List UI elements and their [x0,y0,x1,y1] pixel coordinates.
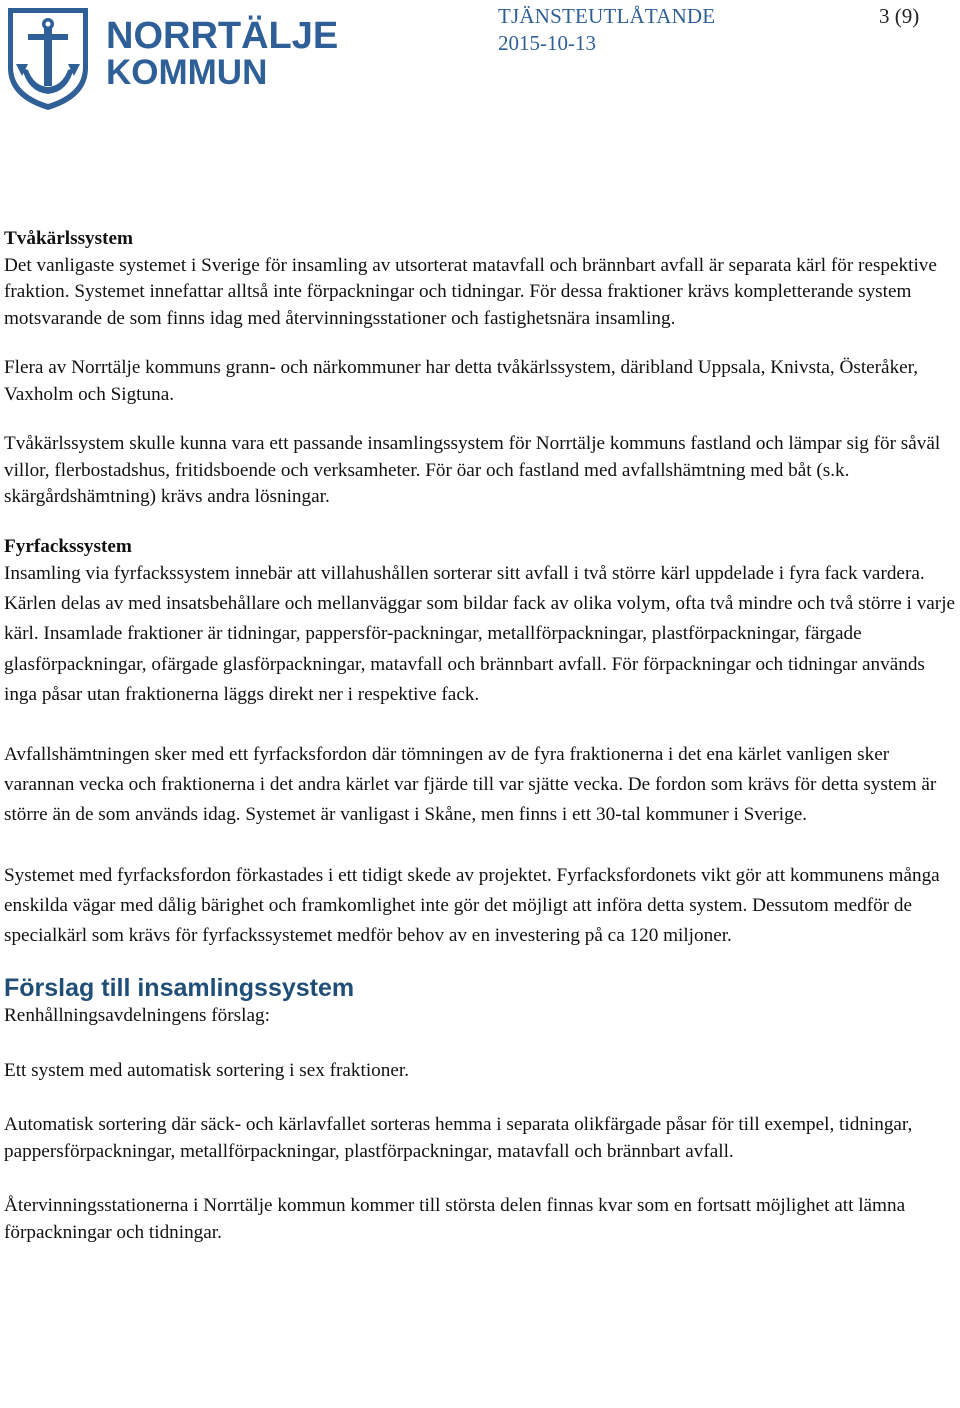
municipal-crest-icon [2,2,339,114]
document-body [4,226,956,1246]
document-type: TJÄNSTEUTLÅTANDE [498,4,716,28]
norrtalje-kommun-logo [2,2,339,114]
subheading: Renhållningsavdelningens förslag: [4,1005,270,1027]
paragraph: Avfallshämtningen sker med ett fyrfacksfordon där tömningen av de fyra fraktionerna i det ena kärlet vanligen sker varannan vecka och fraktionerna i det andra kärlet var fjärde till var sjätte vecka. De fordon som krävs för detta system är större än de som används idag. Systemet är vanligast i Skåne, men finns i ett 30-tal kommuner i Sverige. [4,744,937,826]
paragraph: Det vanligaste systemet i Sverige för insamling av utsorterat matavfall och brännbart avfall är separata kärl för respektive fraktion. Systemet innefattar alltså inte förpackningar och tidningar. För dessa fraktioner krävs kompletterande system motsvarande de som finns idag med återvinningsstationer och fastighetsnära insamling. [4,254,937,329]
paragraph: Tvåkärlssystem skulle kunna vara ett passande insamlingssystem för Norrtälje kommuns fastland och lämpar sig för såväl villor, flerbostadshus, fritidsboende och verksamheter. För öar och fastland med avfallshämtning med båt (s.k. skärgårdshämtning) krävs andra lösningar. [4,433,941,507]
paragraph: Återvinningsstationerna i Norrtälje kommun kommer till största delen finnas kvar som en fortsatt möjlighet att lämna förpackningar och tidningar. [4,1195,906,1243]
section-heading-tvakarl: Tvåkärlssystem [4,228,133,249]
section-heading-forslag: Förslag till insamlingssystem [4,974,355,1003]
paragraph: Insamling via fyrfackssystem innebär att villahushållen sorterar sitt avfall i två större kärl uppdelade i fyra fack vardera. Kärlen delas av med insatsbehållare och mellanväggar som bildar fack av olika volym, ofta två mindre och två större i varje kärl. Insamlade fraktioner är tidningar, pappersför-packningar, metallförpackningar, plastförpackningar, färgade glasförpackningar, ofärgade glasförpackningar, matavfall och brännbart avfall. För förpackningar och tidningar används inga påsar utan fraktionerna läggs direkt ner i respektive fack. [4,563,956,705]
paragraph: Flera av Norrtälje kommuns grann- och närkommuner har detta tvåkärlssystem, däribland Uppsala, Knivsta, Österåker, Vaxholm och Sigtuna. [4,357,919,405]
paragraph: Automatisk sortering där säck- och kärlavfallet sorteras hemma i separata olikfärgade påsar för till exempel, tidningar, pappersförpackningar, metallförpackningar, plastförpackningar, matavfall och brännbart avfall. [4,1114,913,1162]
document-date: 2015-10-13 [498,31,596,55]
svg-text:NORRTÄLJE: NORRTÄLJE [106,15,339,57]
section-heading-fyrfack: Fyrfackssystem [4,535,132,557]
paragraph: Systemet med fyrfacksfordon förkastades i ett tidigt skede av projektet. Fyrfacksfordonets vikt gör att kommunens många enskilda vägar med dålig bärighet och framkomlighet inte gör det möjligt att införa detta system. Dessutom medför de specialkärl som krävs för fyrfackssystemet medför behov av en investering på ca 120 miljoner. [4,864,940,947]
svg-text:KOMMUN: KOMMUN [106,53,268,92]
paragraph: Ett system med automatisk sortering i sex fraktioner. [4,1059,409,1081]
page-number: 3 (9) [879,4,920,28]
